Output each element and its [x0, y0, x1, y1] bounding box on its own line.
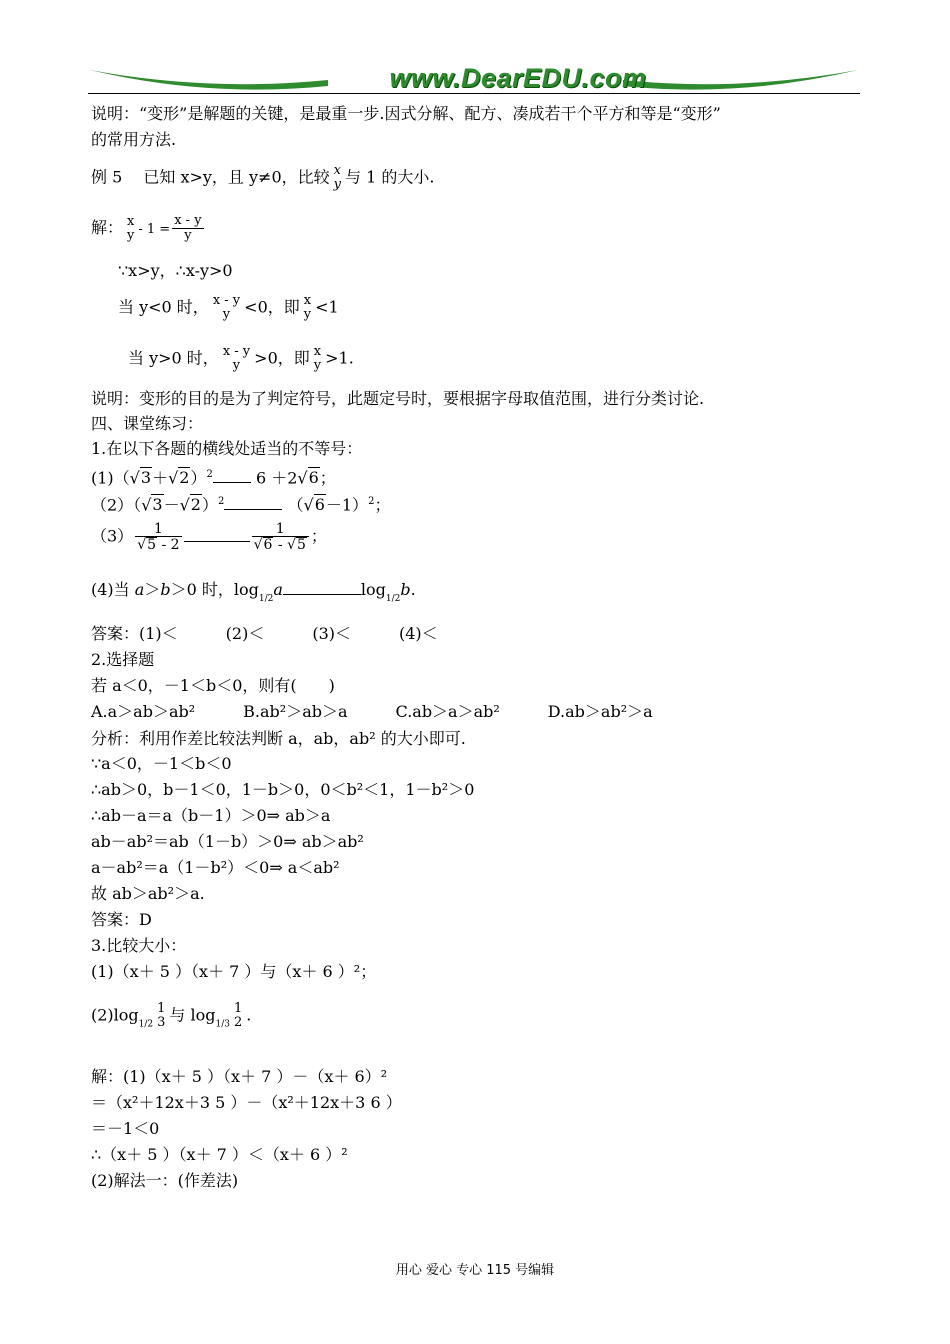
question-1-4: (4)当 a＞b＞0 时，$\log_{1/2}a$ $\log_{1/2}b$.	[91, 580, 416, 604]
q2-step-6: 故 ab＞ab²＞a.	[91, 884, 205, 903]
note-1: 说明：“变形”是解题的关键，是最重一步.因式分解、配方、凑成若干个平方和等是“变形”	[91, 104, 721, 123]
case-2: 当 y>0 时， x - y y >0，即 x y >1.	[128, 344, 354, 373]
q2-step-1: ∵a＜0，－1＜b＜0	[91, 754, 232, 773]
answer-1: 答案：(1)＜ (2)＜ (3)＜ (4)＜	[91, 624, 438, 643]
question-1-2: $(2)(√3-√2)^2$ $(√6-1)^2$；	[91, 495, 391, 515]
question-2: 2.选择题	[91, 650, 155, 669]
question-3-2: $(2)\log_{1/2}$ 1 3 与 $\log_{1/3}$ 1 2 .	[91, 1001, 252, 1030]
note-2: 说明：变形的目的是为了判定符号，此题定号时，要根据字母取值范围，进行分类讨论.	[91, 389, 705, 408]
question-1: 1.在以下各题的横线处适当的不等号：	[91, 439, 363, 458]
question-3: 3.比较大小：	[91, 936, 187, 955]
example-5: 例 5 已知 x>y，且 y≠0，比较 x y 与 1 的大小.	[91, 163, 435, 192]
section-4-title: 四、课堂练习：	[91, 414, 204, 433]
page-footer: 用心 爱心 专心 115 号编辑	[395, 1263, 555, 1278]
case-1: 当 y<0 时， x - y y <0，即 x y <1	[118, 293, 339, 322]
note-1b: 的常用方法.	[91, 130, 177, 149]
answer-2: 答案：D	[91, 910, 152, 929]
q2-step-4: ab－ab²＝ab（1－b）＞0⇒ ab＞ab²	[91, 832, 364, 851]
q3-solution-2: ＝（x²＋12x＋3 5 ）－（x²＋12x＋3 6 ）	[91, 1093, 402, 1112]
q2-step-3: ∴ab－a＝a（b－1）＞0⇒ ab＞a	[91, 806, 331, 825]
q3-solution-4: ∴（x＋ 5 ）（x＋ 7 ）＜（x＋ 6 ）²	[91, 1145, 348, 1164]
question-2-analysis: 分析：利用作差比较法判断 a，ab，ab² 的大小即可.	[91, 729, 466, 748]
question-1-3: （3） $\frac{1}{√5 - 2}$ $\frac{1}{√6 - √5}$ ；	[91, 521, 327, 553]
question-3-1: (1)（x＋ 5 ）（x＋ 7 ）与（x＋ 6 ）²；	[91, 962, 377, 981]
question-1-1: $(1)(√3+√2)^2$ 6 ＋2√6；	[91, 468, 336, 488]
solution-line: 解： x y - 1 = $\frac{x - y}{y}$	[91, 213, 202, 243]
q2-step-5: a－ab²＝a（1－b²）＜0⇒ a＜ab²	[91, 858, 340, 877]
site-logo: www.DearEDU.com	[389, 63, 647, 93]
q3-solution-1: 解：(1)（x＋ 5 ）（x＋ 7 ）－（x＋ 6）²	[91, 1067, 388, 1086]
header-banner	[88, 62, 860, 96]
q3-solution-5: (2)解法一：(作差法)	[91, 1171, 239, 1190]
because-line: ∵x>y，∴x-y>0	[118, 261, 233, 280]
q2-step-2: ∴ab＞0，b－1＜0，1－b＞0，0＜b²＜1，1－b²＞0	[91, 780, 475, 799]
question-2-stem: 若 a＜0，－1＜b＜0，则有( )	[91, 676, 335, 695]
header-rule	[88, 93, 860, 94]
question-2-options: A.a＞ab＞ab² B.ab²＞ab＞a C.ab＞a＞ab² D.ab＞ab²＞a	[91, 702, 653, 721]
q3-solution-3: ＝－1＜0	[91, 1119, 160, 1138]
